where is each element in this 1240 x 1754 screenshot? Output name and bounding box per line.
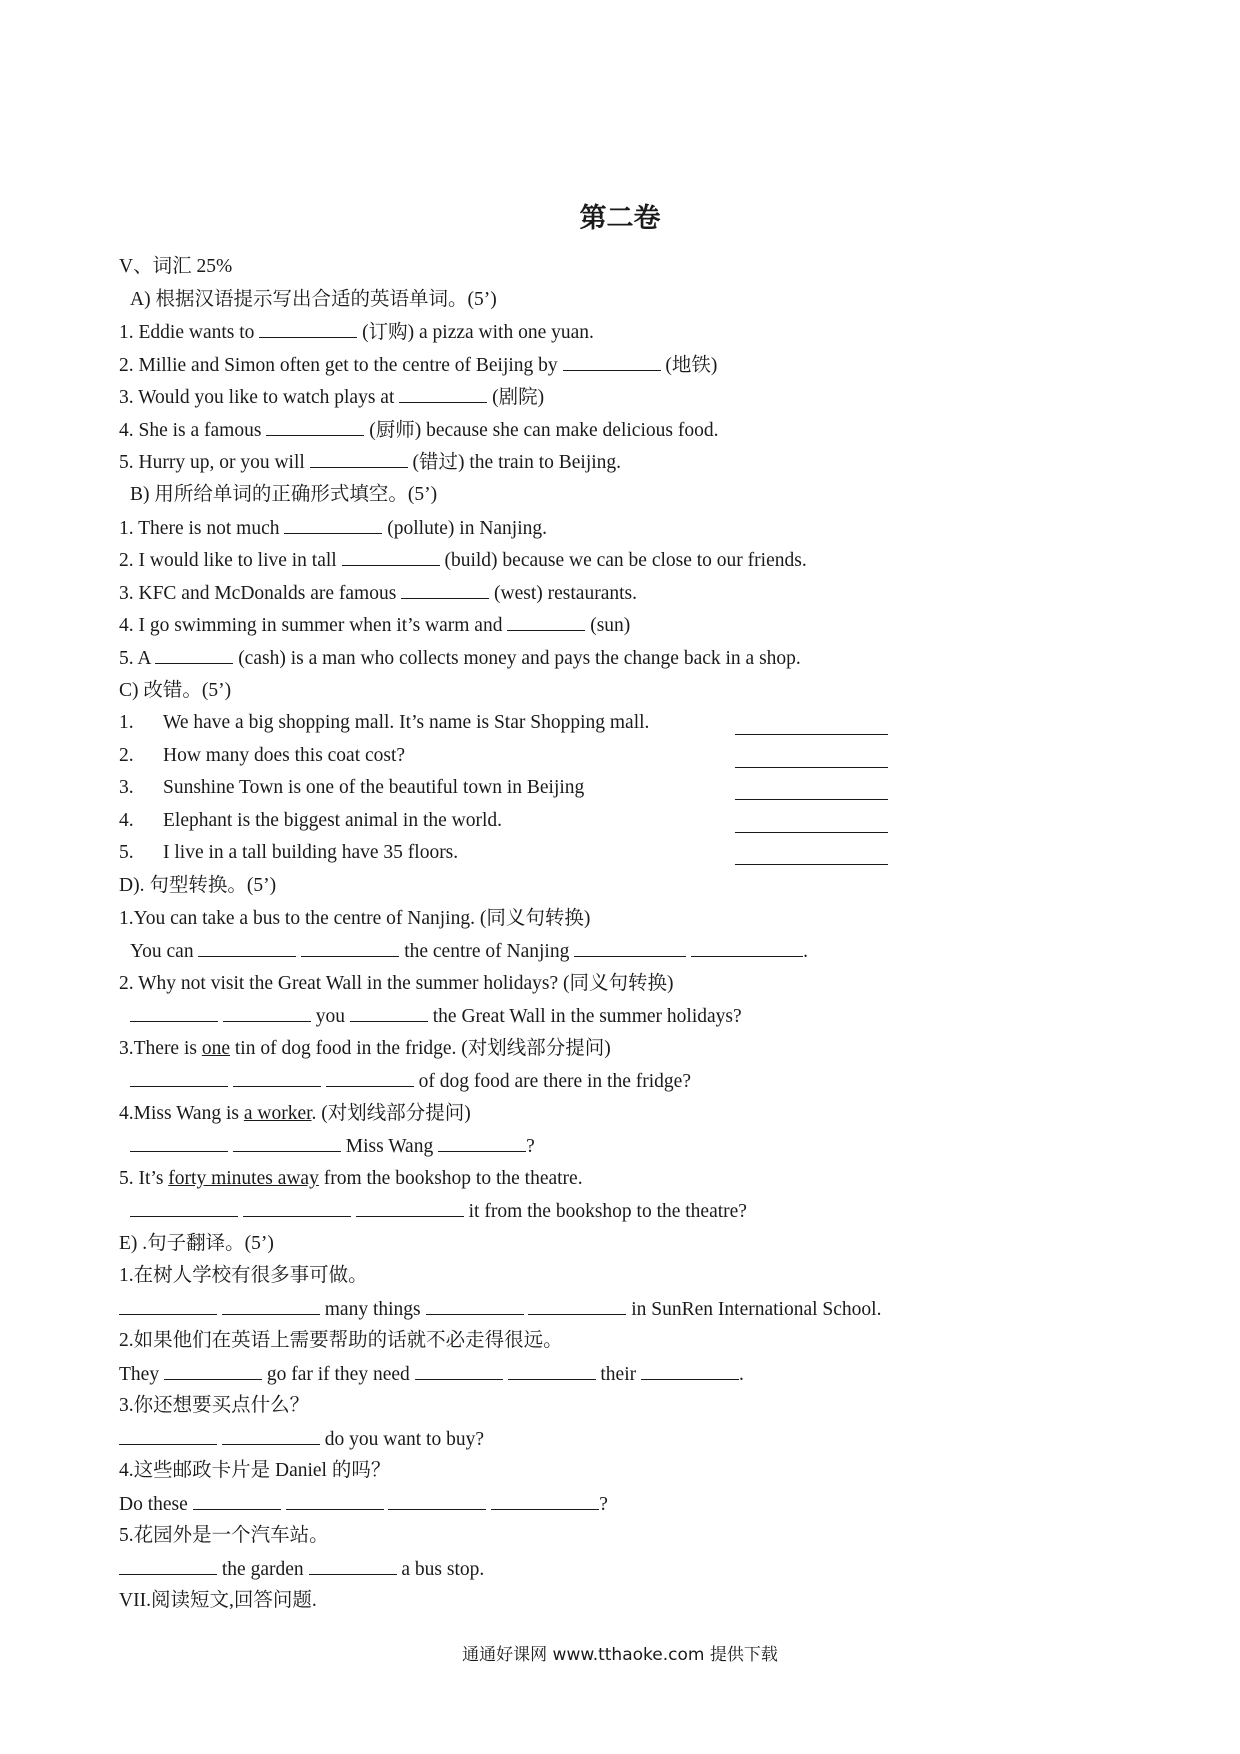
part-c-heading: C) 改错。(5’) [119,680,232,701]
answer-blank[interactable] [130,1069,228,1087]
answer-row: of dog food are there in the fridge? [130,1069,691,1094]
answer-blank[interactable] [233,1069,321,1087]
page-title: 第二卷 [579,203,661,234]
question-row: 1. Eddie wants to (订购) a pizza with one yuan. [119,322,594,343]
question-row: 3. KFC and McDonalds are famous (west) restaurants. [119,583,637,604]
question-row: 1.You can take a bus to the centre of Nanjing. (同义句转换) [119,908,591,929]
question-row: 4. She is a famous (厨师) because she can make delicious food. [119,420,719,441]
answer-row: do you want to buy? [119,1427,484,1452]
answer-blank[interactable] [388,1492,486,1510]
answer-row: Miss Wang ? [130,1134,535,1159]
answer-blank[interactable] [119,1427,217,1445]
question-row: 1. We have a big shopping mall. It’s name is Star Shopping mall. [119,712,650,733]
underlined-part: a worker [243,1103,312,1124]
answer-blank[interactable] [426,1297,524,1315]
footer: 通通好课网 www.tthaoke.com 提供下载 [462,1645,778,1665]
question-row: 3.There is one tin of dog food in the fridge. (对划线部分提问) [119,1038,611,1059]
answer-blank[interactable] [401,581,489,599]
answer-blank[interactable] [310,450,408,468]
answer-blank[interactable] [266,418,364,436]
part-a-heading: A) 根据汉语提示写出合适的英语单词。(5’) [130,289,497,310]
question-row: 5. I live in a tall building have 35 floors. [119,842,459,863]
answer-blank[interactable] [309,1557,397,1575]
answer-row: Do these ? [119,1494,608,1515]
question-row: 3.你还想要买点什么？ [119,1395,310,1416]
question-row: 5. A (cash) is a man who collects money and pays the change back in a shop. [119,648,801,669]
answer-blank[interactable] [301,939,399,957]
answer-blank[interactable] [735,863,888,865]
answer-blank[interactable] [130,1134,228,1152]
question-row: 1. There is not much (pollute) in Nanjing. [119,518,548,539]
question-row: 2. Why not visit the Great Wall in the summer holidays? (同义句转换) [119,973,674,994]
question-row: 2. Millie and Simon often get to the centre of Beijing by (地铁) [119,355,718,376]
answer-blank[interactable] [130,1004,218,1022]
answer-blank[interactable] [193,1492,281,1510]
answer-blank[interactable] [284,516,382,534]
answer-row: many things in SunRen International School. [119,1297,881,1322]
answer-row: the garden a bus stop. [119,1557,484,1582]
answer-blank[interactable] [491,1492,599,1510]
answer-blank[interactable] [350,1004,428,1022]
question-row: 5. Hurry up, or you will (错过) the train to Beijing. [119,452,622,473]
part-d-heading: D). 句型转换。(5’) [119,875,277,896]
answer-blank[interactable] [574,939,686,957]
answer-blank[interactable] [198,939,296,957]
question-row: 2. I would like to live in tall (build) because we can be close to our friends. [119,550,807,571]
answer-blank[interactable] [641,1362,739,1380]
answer-blank[interactable] [528,1297,626,1315]
answer-blank[interactable] [222,1427,320,1445]
question-row: 2. How many does this coat cost? [119,745,406,766]
answer-blank[interactable] [356,1199,464,1217]
answer-row: They go far if they need their . [119,1364,744,1385]
question-row: 2.如果他们在英语上需要帮助的话就不必走得很远。 [119,1330,563,1351]
question-row: 4.这些邮政卡片是 Daniel 的吗？ [119,1460,391,1481]
underlined-part: one [201,1038,231,1059]
answer-blank[interactable] [286,1492,384,1510]
answer-blank[interactable] [326,1069,414,1087]
question-row: 4.Miss Wang is a worker. (对划线部分提问) [119,1103,471,1124]
answer-blank[interactable] [223,1004,311,1022]
answer-row: You can the centre of Nanjing . [130,941,808,962]
answer-blank[interactable] [691,939,803,957]
answer-blank[interactable] [735,766,888,768]
question-row: 5.花园外是一个汽车站。 [119,1525,329,1546]
answer-blank[interactable] [119,1297,217,1315]
answer-row: you the Great Wall in the summer holidays? [130,1004,742,1029]
part-b-heading: B) 用所给单词的正确形式填空。(5’) [130,484,438,505]
question-row: 3. Sunshine Town is one of the beautiful town in Beijing [119,777,585,798]
answer-blank[interactable] [164,1362,262,1380]
answer-blank[interactable] [222,1297,320,1315]
answer-blank[interactable] [438,1134,526,1152]
answer-blank[interactable] [735,831,888,833]
answer-blank[interactable] [563,353,661,371]
answer-blank[interactable] [119,1557,217,1575]
answer-blank[interactable] [342,548,440,566]
answer-blank[interactable] [415,1362,503,1380]
answer-blank[interactable] [243,1199,351,1217]
part-e-heading: E) .句子翻译。(5’) [119,1233,274,1254]
answer-blank[interactable] [399,385,487,403]
answer-blank[interactable] [155,646,233,664]
answer-blank[interactable] [233,1134,341,1152]
question-row: 4. Elephant is the biggest animal in the world. [119,810,503,831]
answer-blank[interactable] [259,320,357,338]
answer-blank[interactable] [507,613,585,631]
section-heading: V、词汇 25% [119,256,233,277]
section-heading: VII.阅读短文,回答问题. [119,1590,317,1611]
answer-blank[interactable] [735,733,888,735]
question-row: 4. I go swimming in summer when it’s warm and (sun) [119,615,631,636]
answer-row: it from the bookshop to the theatre? [130,1199,747,1224]
answer-blank[interactable] [130,1199,238,1217]
answer-blank[interactable] [735,798,888,800]
question-row: 3. Would you like to watch plays at (剧院) [119,387,545,408]
question-row: 5. It’s forty minutes away from the bookshop to the theatre. [119,1168,583,1189]
underlined-part: forty minutes away [168,1168,319,1189]
question-row: 1.在树人学校有很多事可做。 [119,1265,368,1286]
answer-blank[interactable] [508,1362,596,1380]
